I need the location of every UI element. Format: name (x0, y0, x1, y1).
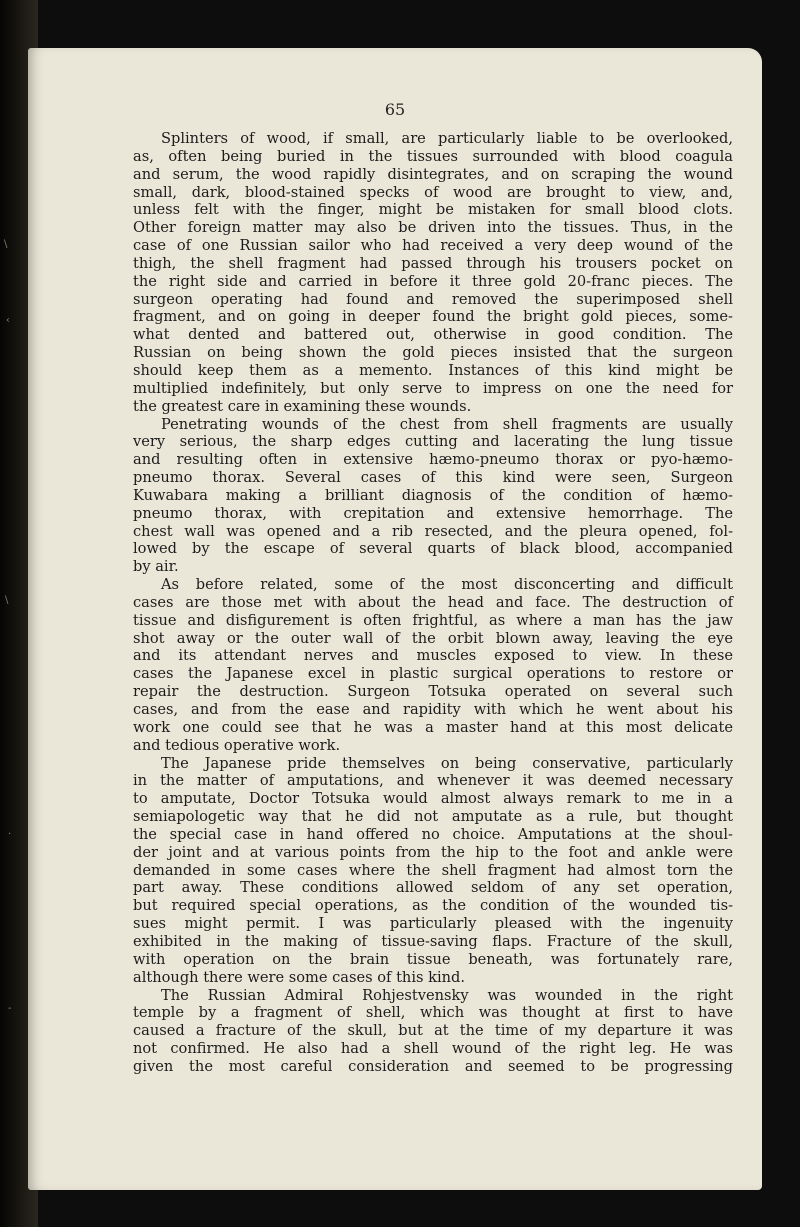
text-line: lowed by the escape of several quarts of black blood, accompanied (133, 540, 733, 558)
paragraph (133, 130, 733, 416)
text-line: and resulting often in extensive hæmo-pneumo thorax or pyo-hæmo- (133, 451, 733, 469)
text-line: case of one Russian sailor who had received a very deep wound of the (133, 237, 733, 255)
paragraph (133, 416, 733, 577)
text-line: Russian on being shown the gold pieces insisted that the surgeon (133, 344, 733, 362)
text-line: as, often being buried in the tissues surrounded with blood coagula (133, 147, 733, 165)
text-line: multiplied indefinitely, but only serve to impress on one the need for (133, 379, 733, 397)
text-line: thigh, the shell fragment had passed through his trousers pocket on (133, 254, 733, 272)
binding-speck: \ (5, 595, 9, 606)
binding-speck: · (8, 829, 12, 840)
text-line: shot away or the outer wall of the orbit blown away, leaving the eye (133, 629, 733, 647)
text-line: very serious, the sharp edges cutting and lacerating the lung tissue (133, 433, 733, 451)
text-line: in the matter of amputations, and whenever it was deemed necessary (133, 772, 733, 790)
text-line: to amputate, Doctor Totsuka would almost always remark to me in a (133, 790, 733, 808)
text-line: the right side and carried in before it three gold 20-franc pieces. The (133, 272, 733, 290)
text-line: pneumo thorax. Several cases of this kind were seen, Surgeon (133, 469, 733, 487)
text-line: Penetrating wounds of the chest from shell fragments are usually (161, 415, 733, 433)
page-text (133, 130, 733, 1076)
text-line: and its attendant nerves and muscles exposed to view. In these (133, 647, 733, 665)
text-line: tissue and disfigurement is often frightful, as where a man has the jaw (133, 611, 733, 629)
text-line: the special case in hand offered no choice. Amputations at the shoul- (133, 825, 733, 843)
paragraph (133, 755, 733, 987)
text-line: repair the destruction. Surgeon Totsuka operated on several such (133, 683, 733, 701)
text-line: given the most careful consideration and seemed to be progressing (133, 1057, 733, 1075)
text-line: and tedious operative work. (133, 736, 341, 754)
text-line: pneumo thorax, with crepitation and extensive hemorrhage. The (133, 504, 733, 522)
text-line: caused a fracture of the skull, but at the time of my departure it was (133, 1022, 733, 1040)
text-line: unless felt with the finger, might be mistaken for small blood clots. (133, 201, 733, 219)
binding-speck: ‹ (6, 315, 10, 326)
text-line: sues might permit. I was particularly pleased with the ingenuity (133, 915, 733, 933)
text-line: Splinters of wood, if small, are particularly liable to be overlooked, (161, 130, 733, 147)
paragraph (133, 987, 733, 1076)
text-line: As before related, some of the most disconcerting and difficult (161, 576, 733, 594)
binding-speck: - (8, 1003, 12, 1014)
binding-speck: \ (4, 239, 8, 250)
text-line: although there were some cases of this kind. (133, 968, 466, 986)
paragraph (133, 576, 733, 754)
text-line: what dented and battered out, otherwise in good condition. The (133, 326, 733, 344)
text-line: with operation on the brain tissue beneath, was fortunately rare, (133, 950, 733, 968)
text-line: Kuwabara making a brilliant diagnosis of the condition of hæmo- (133, 486, 733, 504)
text-line: fragment, and on going in deeper found the bright gold pieces, some- (133, 308, 733, 326)
text-line: and serum, the wood rapidly disintegrates, and on scraping the wound (133, 165, 733, 183)
text-line: Other foreign matter may also be driven into the tissues. Thus, in the (133, 219, 733, 237)
text-line: surgeon operating had found and removed the superimposed shell (133, 290, 733, 308)
text-line: cases the Japanese excel in plastic surgical operations to restore or (133, 665, 733, 683)
text-line: small, dark, blood-stained specks of wood are brought to view, and, (133, 183, 733, 201)
text-line: should keep them as a memento. Instances of this kind might be (133, 361, 733, 379)
text-line: not confirmed. He also had a shell wound of the right leg. He was (133, 1040, 733, 1058)
text-line: chest wall was opened and a rib resected, and the pleura opened, fol- (133, 522, 733, 540)
text-line: The Japanese pride themselves on being conservative, particularly (161, 754, 733, 772)
text-line: the greatest care in examining these wounds. (133, 397, 472, 415)
text-line: cases are those met with about the head and face. The destruction of (133, 593, 733, 611)
text-line: work one could see that he was a master hand at this most delicate (133, 718, 733, 736)
text-line: by air. (133, 558, 179, 576)
text-line: but required special operations, as the condition of the wounded tis- (133, 897, 733, 915)
text-line: part away. These conditions allowed seldom of any set operation, (133, 879, 733, 897)
text-line: der joint and at various points from the hip to the foot and ankle were (133, 843, 733, 861)
text-line: temple by a fragment of shell, which was thought at first to have (133, 1004, 733, 1022)
text-line: The Russian Admiral Rohjestvensky was wounded in the right (161, 986, 733, 1004)
text-line: semiapologetic way that he did not amputate as a rule, but thought (133, 808, 733, 826)
text-line: demanded in some cases where the shell fragment had almost torn the (133, 861, 733, 879)
book-page (28, 48, 762, 1190)
text-line: cases, and from the ease and rapidity with which he went about his (133, 701, 733, 718)
page-number: 65 (384, 100, 406, 119)
text-line: exhibited in the making of tissue-saving flaps. Fracture of the skull, (133, 932, 733, 950)
